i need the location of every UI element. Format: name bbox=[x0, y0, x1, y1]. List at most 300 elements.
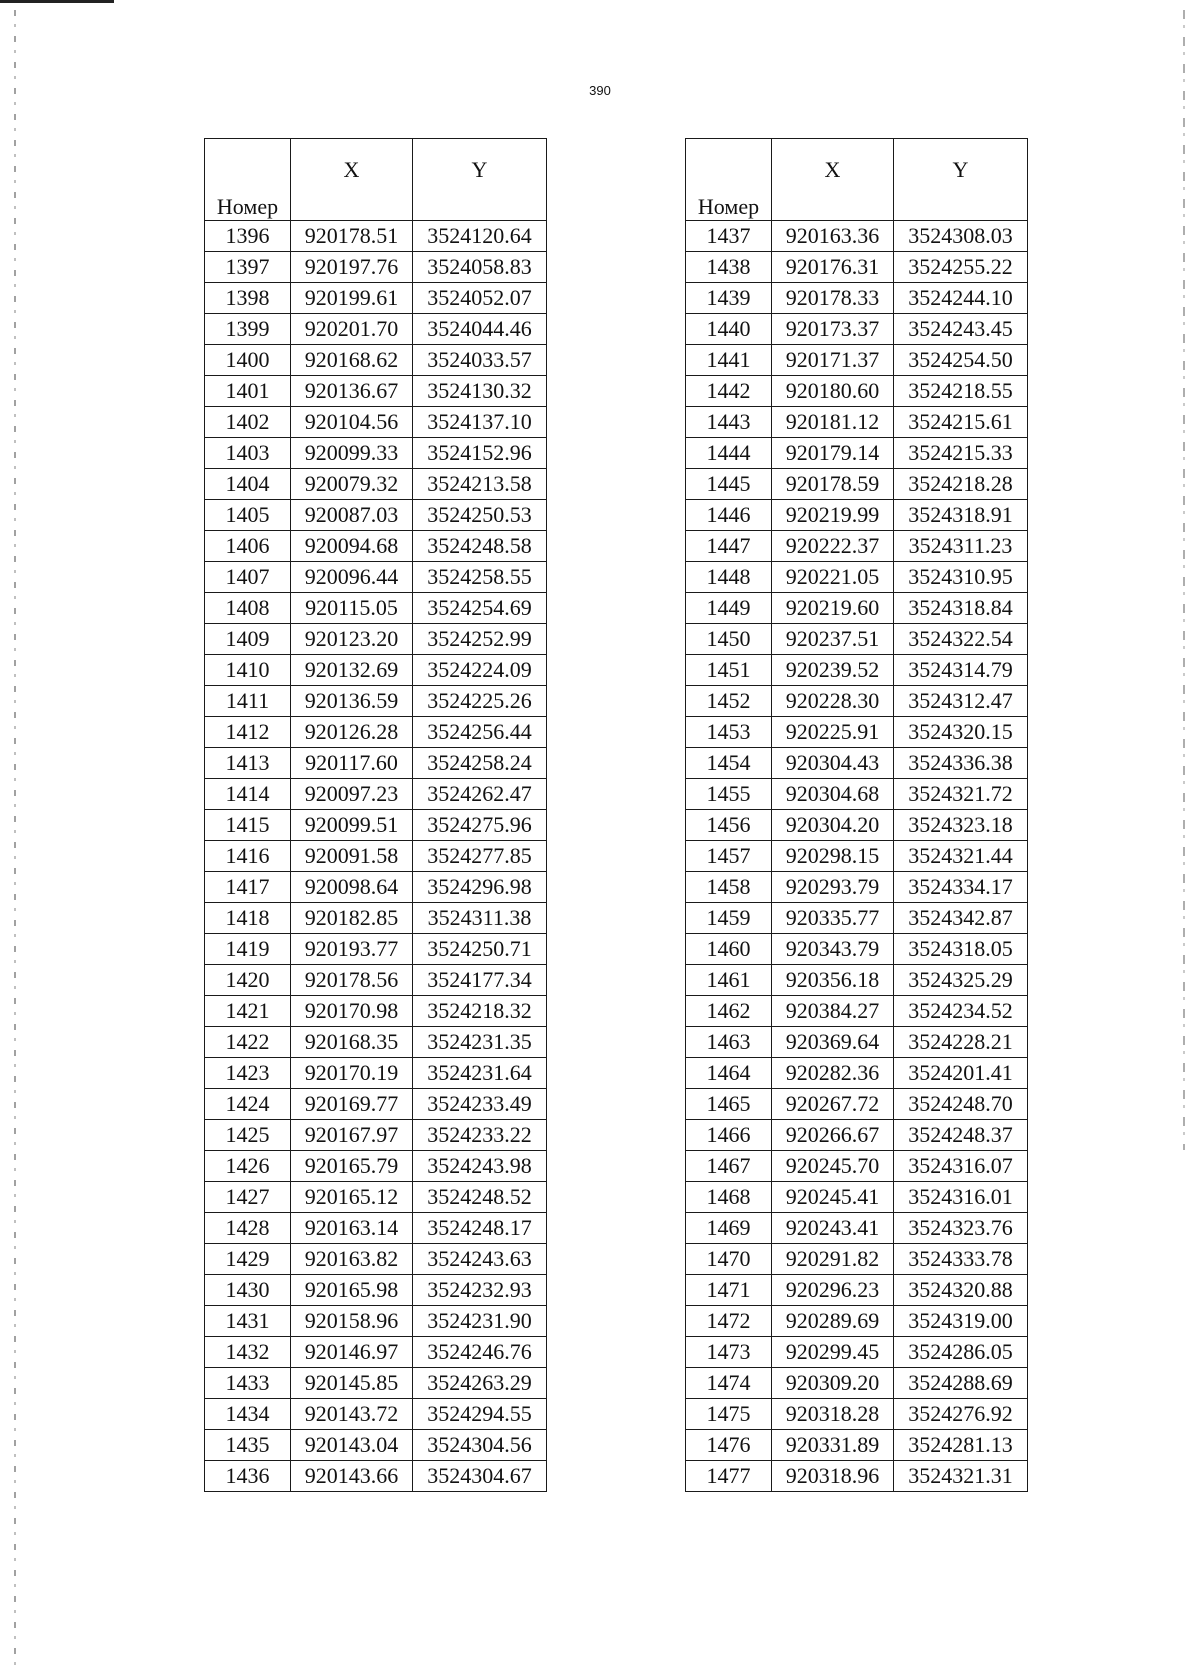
cell-number: 1476 bbox=[686, 1430, 772, 1461]
table-row bbox=[686, 1182, 1028, 1213]
table-row bbox=[205, 1275, 547, 1306]
cell-number: 1404 bbox=[205, 469, 291, 500]
cell-y: 3524248.37 bbox=[894, 1120, 1028, 1151]
cell-y: 3524243.45 bbox=[894, 314, 1028, 345]
cell-y: 3524218.32 bbox=[413, 996, 547, 1027]
coordinates-table-right bbox=[685, 138, 1028, 1492]
cell-y: 3524177.34 bbox=[413, 965, 547, 996]
table-row bbox=[205, 748, 547, 779]
cell-x: 920143.66 bbox=[291, 1461, 413, 1492]
cell-y: 3524218.55 bbox=[894, 376, 1028, 407]
cell-number: 1467 bbox=[686, 1151, 772, 1182]
cell-y: 3524218.28 bbox=[894, 469, 1028, 500]
cell-y: 3524281.13 bbox=[894, 1430, 1028, 1461]
cell-number: 1465 bbox=[686, 1089, 772, 1120]
cell-x: 920293.79 bbox=[772, 872, 894, 903]
table-row bbox=[205, 810, 547, 841]
cell-x: 920384.27 bbox=[772, 996, 894, 1027]
cell-x: 920225.91 bbox=[772, 717, 894, 748]
table-row bbox=[205, 1027, 547, 1058]
cell-number: 1438 bbox=[686, 252, 772, 283]
cell-x: 920197.76 bbox=[291, 252, 413, 283]
cell-y: 3524325.29 bbox=[894, 965, 1028, 996]
cell-y: 3524288.69 bbox=[894, 1368, 1028, 1399]
cell-y: 3524275.96 bbox=[413, 810, 547, 841]
page-number: 390 bbox=[589, 83, 611, 98]
table-row bbox=[686, 1058, 1028, 1089]
cell-number: 1460 bbox=[686, 934, 772, 965]
cell-y: 3524224.09 bbox=[413, 655, 547, 686]
cell-y: 3524254.50 bbox=[894, 345, 1028, 376]
table-row bbox=[205, 779, 547, 810]
table-row bbox=[205, 438, 547, 469]
cell-number: 1446 bbox=[686, 500, 772, 531]
cell-number: 1440 bbox=[686, 314, 772, 345]
cell-x: 920335.77 bbox=[772, 903, 894, 934]
cell-x: 920193.77 bbox=[291, 934, 413, 965]
table-row bbox=[686, 1213, 1028, 1244]
cell-x: 920222.37 bbox=[772, 531, 894, 562]
cell-number: 1442 bbox=[686, 376, 772, 407]
cell-y: 3524231.64 bbox=[413, 1058, 547, 1089]
cell-y: 3524228.21 bbox=[894, 1027, 1028, 1058]
table-row bbox=[686, 593, 1028, 624]
cell-x: 920237.51 bbox=[772, 624, 894, 655]
cell-number: 1432 bbox=[205, 1337, 291, 1368]
cell-x: 920331.89 bbox=[772, 1430, 894, 1461]
cell-y: 3524256.44 bbox=[413, 717, 547, 748]
header-number: Номер bbox=[686, 139, 772, 221]
cell-x: 920245.70 bbox=[772, 1151, 894, 1182]
cell-x: 920245.41 bbox=[772, 1182, 894, 1213]
cell-number: 1416 bbox=[205, 841, 291, 872]
cell-number: 1469 bbox=[686, 1213, 772, 1244]
cell-x: 920304.20 bbox=[772, 810, 894, 841]
cell-number: 1402 bbox=[205, 407, 291, 438]
cell-y: 3524316.07 bbox=[894, 1151, 1028, 1182]
table-row bbox=[686, 655, 1028, 686]
cell-x: 920182.85 bbox=[291, 903, 413, 934]
cell-number: 1421 bbox=[205, 996, 291, 1027]
cell-x: 920163.14 bbox=[291, 1213, 413, 1244]
cell-number: 1397 bbox=[205, 252, 291, 283]
cell-number: 1418 bbox=[205, 903, 291, 934]
cell-y: 3524318.05 bbox=[894, 934, 1028, 965]
cell-x: 920299.45 bbox=[772, 1337, 894, 1368]
table-row bbox=[205, 1244, 547, 1275]
cell-x: 920132.69 bbox=[291, 655, 413, 686]
cell-x: 920356.18 bbox=[772, 965, 894, 996]
cell-x: 920163.82 bbox=[291, 1244, 413, 1275]
cell-x: 920165.12 bbox=[291, 1182, 413, 1213]
cell-y: 3524246.76 bbox=[413, 1337, 547, 1368]
cell-y: 3524321.72 bbox=[894, 779, 1028, 810]
table-row bbox=[205, 996, 547, 1027]
cell-x: 920094.68 bbox=[291, 531, 413, 562]
cell-x: 920176.31 bbox=[772, 252, 894, 283]
cell-y: 3524215.33 bbox=[894, 438, 1028, 469]
table-row bbox=[205, 624, 547, 655]
table-row bbox=[686, 841, 1028, 872]
cell-x: 920169.77 bbox=[291, 1089, 413, 1120]
table-row bbox=[686, 314, 1028, 345]
cell-x: 920304.68 bbox=[772, 779, 894, 810]
cell-number: 1423 bbox=[205, 1058, 291, 1089]
cell-x: 920096.44 bbox=[291, 562, 413, 593]
cell-number: 1406 bbox=[205, 531, 291, 562]
table-row bbox=[205, 314, 547, 345]
cell-y: 3524248.70 bbox=[894, 1089, 1028, 1120]
table-row bbox=[686, 717, 1028, 748]
cell-x: 920291.82 bbox=[772, 1244, 894, 1275]
cell-y: 3524308.03 bbox=[894, 221, 1028, 252]
table-row bbox=[686, 1244, 1028, 1275]
table-row bbox=[686, 1275, 1028, 1306]
cell-number: 1448 bbox=[686, 562, 772, 593]
cell-number: 1430 bbox=[205, 1275, 291, 1306]
cell-number: 1408 bbox=[205, 593, 291, 624]
cell-x: 920318.96 bbox=[772, 1461, 894, 1492]
cell-x: 920145.85 bbox=[291, 1368, 413, 1399]
header-x: X bbox=[772, 139, 894, 221]
table-row bbox=[205, 1368, 547, 1399]
cell-y: 3524225.26 bbox=[413, 686, 547, 717]
cell-y: 3524243.98 bbox=[413, 1151, 547, 1182]
cell-number: 1429 bbox=[205, 1244, 291, 1275]
cell-number: 1434 bbox=[205, 1399, 291, 1430]
cell-y: 3524201.41 bbox=[894, 1058, 1028, 1089]
table-row bbox=[686, 345, 1028, 376]
cell-y: 3524248.17 bbox=[413, 1213, 547, 1244]
cell-y: 3524044.46 bbox=[413, 314, 547, 345]
cell-number: 1468 bbox=[686, 1182, 772, 1213]
table-row bbox=[205, 841, 547, 872]
cell-number: 1405 bbox=[205, 500, 291, 531]
cell-y: 3524321.44 bbox=[894, 841, 1028, 872]
table-row bbox=[205, 1461, 547, 1492]
cell-x: 920123.20 bbox=[291, 624, 413, 655]
cell-x: 920168.35 bbox=[291, 1027, 413, 1058]
cell-number: 1441 bbox=[686, 345, 772, 376]
cell-number: 1425 bbox=[205, 1120, 291, 1151]
cell-x: 920178.33 bbox=[772, 283, 894, 314]
cell-x: 920143.04 bbox=[291, 1430, 413, 1461]
table-row bbox=[686, 283, 1028, 314]
cell-number: 1426 bbox=[205, 1151, 291, 1182]
table-row bbox=[205, 965, 547, 996]
cell-x: 920180.60 bbox=[772, 376, 894, 407]
cell-y: 3524052.07 bbox=[413, 283, 547, 314]
cell-x: 920343.79 bbox=[772, 934, 894, 965]
table-row bbox=[205, 1430, 547, 1461]
cell-y: 3524336.38 bbox=[894, 748, 1028, 779]
cell-number: 1399 bbox=[205, 314, 291, 345]
table-row bbox=[686, 252, 1028, 283]
cell-x: 920136.59 bbox=[291, 686, 413, 717]
cell-number: 1424 bbox=[205, 1089, 291, 1120]
cell-number: 1433 bbox=[205, 1368, 291, 1399]
cell-number: 1409 bbox=[205, 624, 291, 655]
cell-y: 3524058.83 bbox=[413, 252, 547, 283]
cell-number: 1431 bbox=[205, 1306, 291, 1337]
cell-number: 1422 bbox=[205, 1027, 291, 1058]
table-row bbox=[686, 903, 1028, 934]
cell-number: 1413 bbox=[205, 748, 291, 779]
cell-x: 920369.64 bbox=[772, 1027, 894, 1058]
table-row bbox=[686, 872, 1028, 903]
cell-number: 1472 bbox=[686, 1306, 772, 1337]
cell-number: 1427 bbox=[205, 1182, 291, 1213]
cell-y: 3524318.84 bbox=[894, 593, 1028, 624]
table-row bbox=[686, 1430, 1028, 1461]
cell-y: 3524231.90 bbox=[413, 1306, 547, 1337]
table-row bbox=[205, 1151, 547, 1182]
cell-y: 3524263.29 bbox=[413, 1368, 547, 1399]
cell-number: 1428 bbox=[205, 1213, 291, 1244]
header-number: Номер bbox=[205, 139, 291, 221]
cell-y: 3524258.55 bbox=[413, 562, 547, 593]
cell-number: 1454 bbox=[686, 748, 772, 779]
table-row bbox=[686, 1027, 1028, 1058]
table-row bbox=[205, 221, 547, 252]
cell-number: 1447 bbox=[686, 531, 772, 562]
cell-number: 1411 bbox=[205, 686, 291, 717]
cell-y: 3524311.38 bbox=[413, 903, 547, 934]
cell-number: 1398 bbox=[205, 283, 291, 314]
table-row bbox=[686, 965, 1028, 996]
cell-y: 3524312.47 bbox=[894, 686, 1028, 717]
cell-number: 1473 bbox=[686, 1337, 772, 1368]
cell-number: 1412 bbox=[205, 717, 291, 748]
cell-number: 1410 bbox=[205, 655, 291, 686]
cell-x: 920219.99 bbox=[772, 500, 894, 531]
table-row bbox=[205, 655, 547, 686]
table-row bbox=[686, 1306, 1028, 1337]
cell-number: 1450 bbox=[686, 624, 772, 655]
cell-number: 1451 bbox=[686, 655, 772, 686]
cell-x: 920098.64 bbox=[291, 872, 413, 903]
cell-number: 1457 bbox=[686, 841, 772, 872]
cell-number: 1435 bbox=[205, 1430, 291, 1461]
cell-y: 3524333.78 bbox=[894, 1244, 1028, 1275]
cell-x: 920104.56 bbox=[291, 407, 413, 438]
cell-y: 3524304.56 bbox=[413, 1430, 547, 1461]
cell-x: 920304.43 bbox=[772, 748, 894, 779]
cell-y: 3524322.54 bbox=[894, 624, 1028, 655]
table-row bbox=[686, 1089, 1028, 1120]
cell-x: 920117.60 bbox=[291, 748, 413, 779]
cell-x: 920179.14 bbox=[772, 438, 894, 469]
cell-x: 920267.72 bbox=[772, 1089, 894, 1120]
table-row bbox=[205, 1399, 547, 1430]
cell-number: 1461 bbox=[686, 965, 772, 996]
cell-x: 920136.67 bbox=[291, 376, 413, 407]
cell-y: 3524213.58 bbox=[413, 469, 547, 500]
table-header-row bbox=[686, 139, 1028, 221]
cell-x: 920318.28 bbox=[772, 1399, 894, 1430]
cell-y: 3524262.47 bbox=[413, 779, 547, 810]
cell-x: 920171.37 bbox=[772, 345, 894, 376]
header-y: Y bbox=[894, 139, 1028, 221]
table-row bbox=[686, 1368, 1028, 1399]
cell-y: 3524258.24 bbox=[413, 748, 547, 779]
cell-number: 1400 bbox=[205, 345, 291, 376]
cell-x: 920099.33 bbox=[291, 438, 413, 469]
table-row bbox=[205, 283, 547, 314]
table-row bbox=[205, 1058, 547, 1089]
cell-number: 1396 bbox=[205, 221, 291, 252]
cell-x: 920289.69 bbox=[772, 1306, 894, 1337]
table-row bbox=[686, 748, 1028, 779]
table-row bbox=[686, 1337, 1028, 1368]
table-row bbox=[686, 624, 1028, 655]
cell-x: 920170.19 bbox=[291, 1058, 413, 1089]
cell-x: 920221.05 bbox=[772, 562, 894, 593]
cell-number: 1444 bbox=[686, 438, 772, 469]
cell-x: 920091.58 bbox=[291, 841, 413, 872]
cell-number: 1477 bbox=[686, 1461, 772, 1492]
table-row bbox=[686, 376, 1028, 407]
coordinates-table-left bbox=[204, 138, 547, 1492]
table-row bbox=[686, 531, 1028, 562]
table-row bbox=[686, 934, 1028, 965]
cell-y: 3524033.57 bbox=[413, 345, 547, 376]
cell-number: 1455 bbox=[686, 779, 772, 810]
cell-y: 3524277.85 bbox=[413, 841, 547, 872]
cell-x: 920168.62 bbox=[291, 345, 413, 376]
cell-number: 1445 bbox=[686, 469, 772, 500]
table-header-row bbox=[205, 139, 547, 221]
cell-number: 1471 bbox=[686, 1275, 772, 1306]
table-row bbox=[686, 221, 1028, 252]
cell-x: 920239.52 bbox=[772, 655, 894, 686]
table-row bbox=[686, 810, 1028, 841]
cell-y: 3524250.53 bbox=[413, 500, 547, 531]
table-row bbox=[205, 1306, 547, 1337]
cell-number: 1420 bbox=[205, 965, 291, 996]
table-row bbox=[205, 407, 547, 438]
cell-y: 3524248.52 bbox=[413, 1182, 547, 1213]
cell-number: 1464 bbox=[686, 1058, 772, 1089]
cell-y: 3524233.22 bbox=[413, 1120, 547, 1151]
cell-y: 3524286.05 bbox=[894, 1337, 1028, 1368]
table-row bbox=[205, 934, 547, 965]
table-row bbox=[205, 686, 547, 717]
cell-y: 3524320.15 bbox=[894, 717, 1028, 748]
cell-y: 3524314.79 bbox=[894, 655, 1028, 686]
cell-x: 920178.51 bbox=[291, 221, 413, 252]
cell-number: 1458 bbox=[686, 872, 772, 903]
cell-number: 1417 bbox=[205, 872, 291, 903]
cell-y: 3524243.63 bbox=[413, 1244, 547, 1275]
table-row bbox=[686, 1120, 1028, 1151]
cell-x: 920115.05 bbox=[291, 593, 413, 624]
cell-y: 3524294.55 bbox=[413, 1399, 547, 1430]
cell-y: 3524231.35 bbox=[413, 1027, 547, 1058]
cell-y: 3524244.10 bbox=[894, 283, 1028, 314]
cell-y: 3524248.58 bbox=[413, 531, 547, 562]
table-row bbox=[205, 469, 547, 500]
cell-number: 1474 bbox=[686, 1368, 772, 1399]
table-row bbox=[205, 717, 547, 748]
cell-x: 920201.70 bbox=[291, 314, 413, 345]
cell-y: 3524316.01 bbox=[894, 1182, 1028, 1213]
cell-number: 1437 bbox=[686, 221, 772, 252]
table-row bbox=[205, 562, 547, 593]
table-row bbox=[686, 996, 1028, 1027]
cell-x: 920181.12 bbox=[772, 407, 894, 438]
cell-y: 3524319.00 bbox=[894, 1306, 1028, 1337]
cell-x: 920087.03 bbox=[291, 500, 413, 531]
cell-x: 920165.98 bbox=[291, 1275, 413, 1306]
table-row bbox=[686, 438, 1028, 469]
cell-number: 1456 bbox=[686, 810, 772, 841]
table-row bbox=[686, 562, 1028, 593]
cell-x: 920282.36 bbox=[772, 1058, 894, 1089]
cell-x: 920158.96 bbox=[291, 1306, 413, 1337]
cell-y: 3524137.10 bbox=[413, 407, 547, 438]
cell-y: 3524252.99 bbox=[413, 624, 547, 655]
cell-y: 3524254.69 bbox=[413, 593, 547, 624]
cell-x: 920099.51 bbox=[291, 810, 413, 841]
table-row bbox=[205, 1337, 547, 1368]
cell-number: 1419 bbox=[205, 934, 291, 965]
table-row bbox=[686, 407, 1028, 438]
cell-y: 3524296.98 bbox=[413, 872, 547, 903]
cell-x: 920097.23 bbox=[291, 779, 413, 810]
cell-x: 920266.67 bbox=[772, 1120, 894, 1151]
table-row bbox=[686, 779, 1028, 810]
cell-number: 1475 bbox=[686, 1399, 772, 1430]
cell-number: 1439 bbox=[686, 283, 772, 314]
cell-y: 3524342.87 bbox=[894, 903, 1028, 934]
table-row bbox=[205, 1182, 547, 1213]
cell-x: 920126.28 bbox=[291, 717, 413, 748]
cell-y: 3524321.31 bbox=[894, 1461, 1028, 1492]
cell-number: 1470 bbox=[686, 1244, 772, 1275]
cell-y: 3524250.71 bbox=[413, 934, 547, 965]
cell-number: 1401 bbox=[205, 376, 291, 407]
table-row bbox=[205, 1213, 547, 1244]
cell-number: 1414 bbox=[205, 779, 291, 810]
cell-y: 3524130.32 bbox=[413, 376, 547, 407]
cell-x: 920167.97 bbox=[291, 1120, 413, 1151]
cell-x: 920146.97 bbox=[291, 1337, 413, 1368]
cell-number: 1463 bbox=[686, 1027, 772, 1058]
cell-x: 920178.59 bbox=[772, 469, 894, 500]
table-row bbox=[205, 531, 547, 562]
top-rule bbox=[0, 0, 114, 3]
cell-x: 920219.60 bbox=[772, 593, 894, 624]
cell-y: 3524334.17 bbox=[894, 872, 1028, 903]
header-y: Y bbox=[413, 139, 547, 221]
cell-y: 3524152.96 bbox=[413, 438, 547, 469]
cell-y: 3524304.67 bbox=[413, 1461, 547, 1492]
cell-x: 920143.72 bbox=[291, 1399, 413, 1430]
cell-y: 3524276.92 bbox=[894, 1399, 1028, 1430]
table-row bbox=[686, 686, 1028, 717]
cell-x: 920173.37 bbox=[772, 314, 894, 345]
cell-y: 3524323.76 bbox=[894, 1213, 1028, 1244]
cell-number: 1459 bbox=[686, 903, 772, 934]
cell-x: 920079.32 bbox=[291, 469, 413, 500]
cell-y: 3524323.18 bbox=[894, 810, 1028, 841]
table-row bbox=[205, 593, 547, 624]
table-row bbox=[205, 903, 547, 934]
cell-number: 1452 bbox=[686, 686, 772, 717]
cell-x: 920243.41 bbox=[772, 1213, 894, 1244]
scan-edge-left bbox=[14, 10, 16, 1670]
